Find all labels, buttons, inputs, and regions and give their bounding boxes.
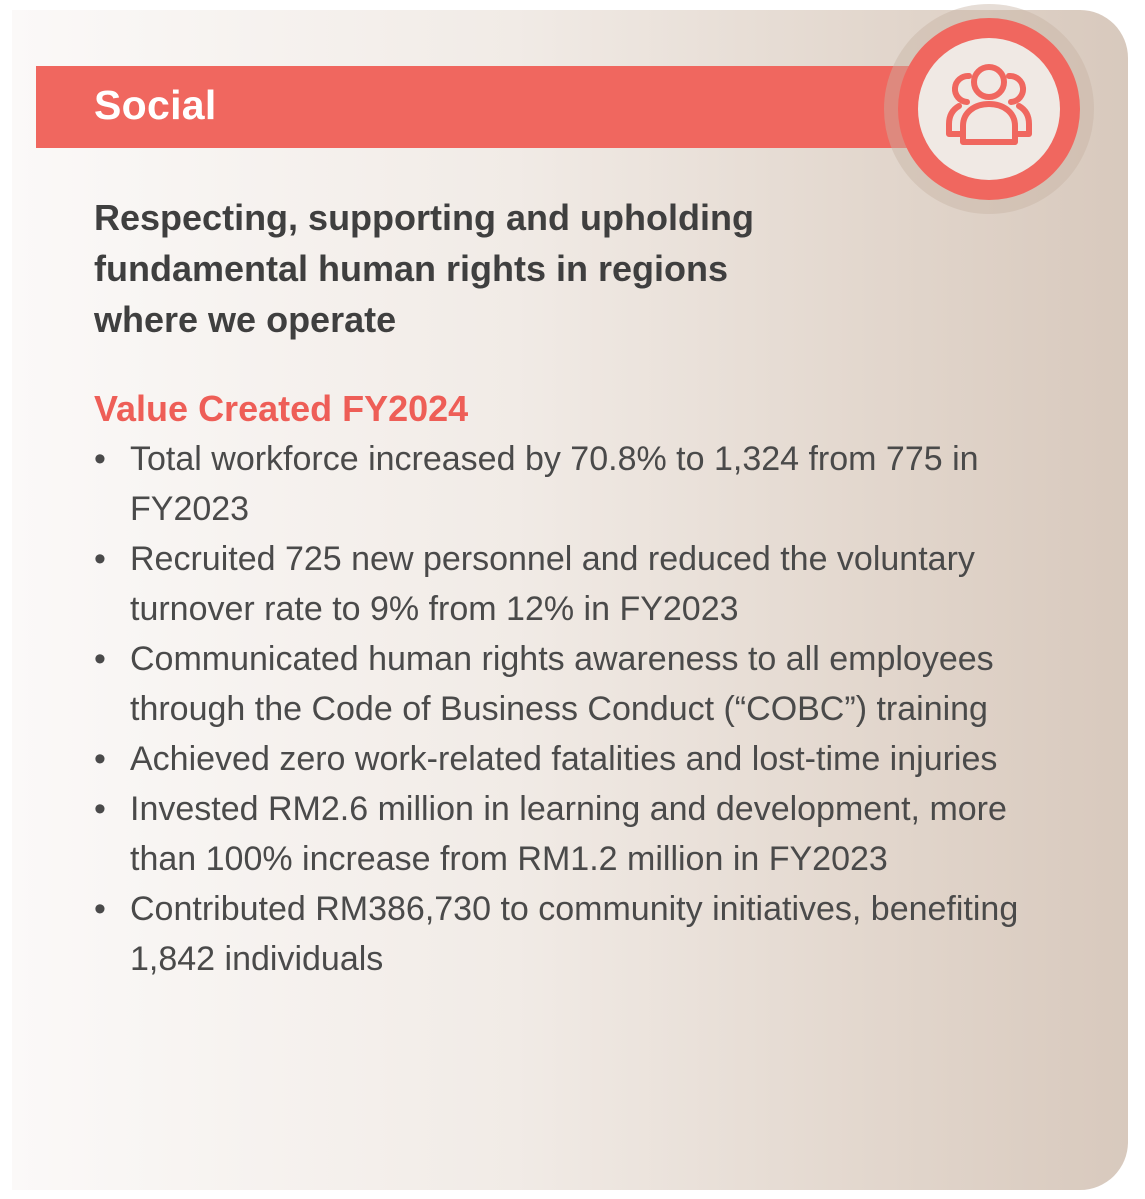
section-banner	[36, 66, 916, 148]
list-item: • Achieved zero work-related fatalities and lost-time injuries	[94, 734, 1054, 784]
people-group-icon	[945, 62, 1033, 148]
list-item: • Communicated human rights awareness to all employees through the Code of Business Conduct (“COBC”) training	[94, 634, 1054, 734]
value-created-title: Value Created FY2024	[94, 388, 469, 429]
section-heading: Respecting, supporting and upholding fundamental human rights in regions where we operate	[94, 197, 754, 340]
list-item: • Recruited 725 new personnel and reduced the voluntary turnover rate to 9% from 12% in FY2023	[94, 534, 1054, 634]
list-item: • Invested RM2.6 million in learning and development, more than 100% increase from RM1.2 million in FY2023	[94, 784, 1054, 884]
value-created-list	[94, 434, 1054, 984]
list-item: • Contributed RM386,730 to community initiatives, benefiting 1,842 individuals	[94, 884, 1054, 984]
section-title: Social	[94, 82, 217, 128]
icon-badge	[918, 38, 1060, 180]
list-item: • Total workforce increased by 70.8% to 1,324 from 775 in FY2023	[94, 434, 1054, 534]
